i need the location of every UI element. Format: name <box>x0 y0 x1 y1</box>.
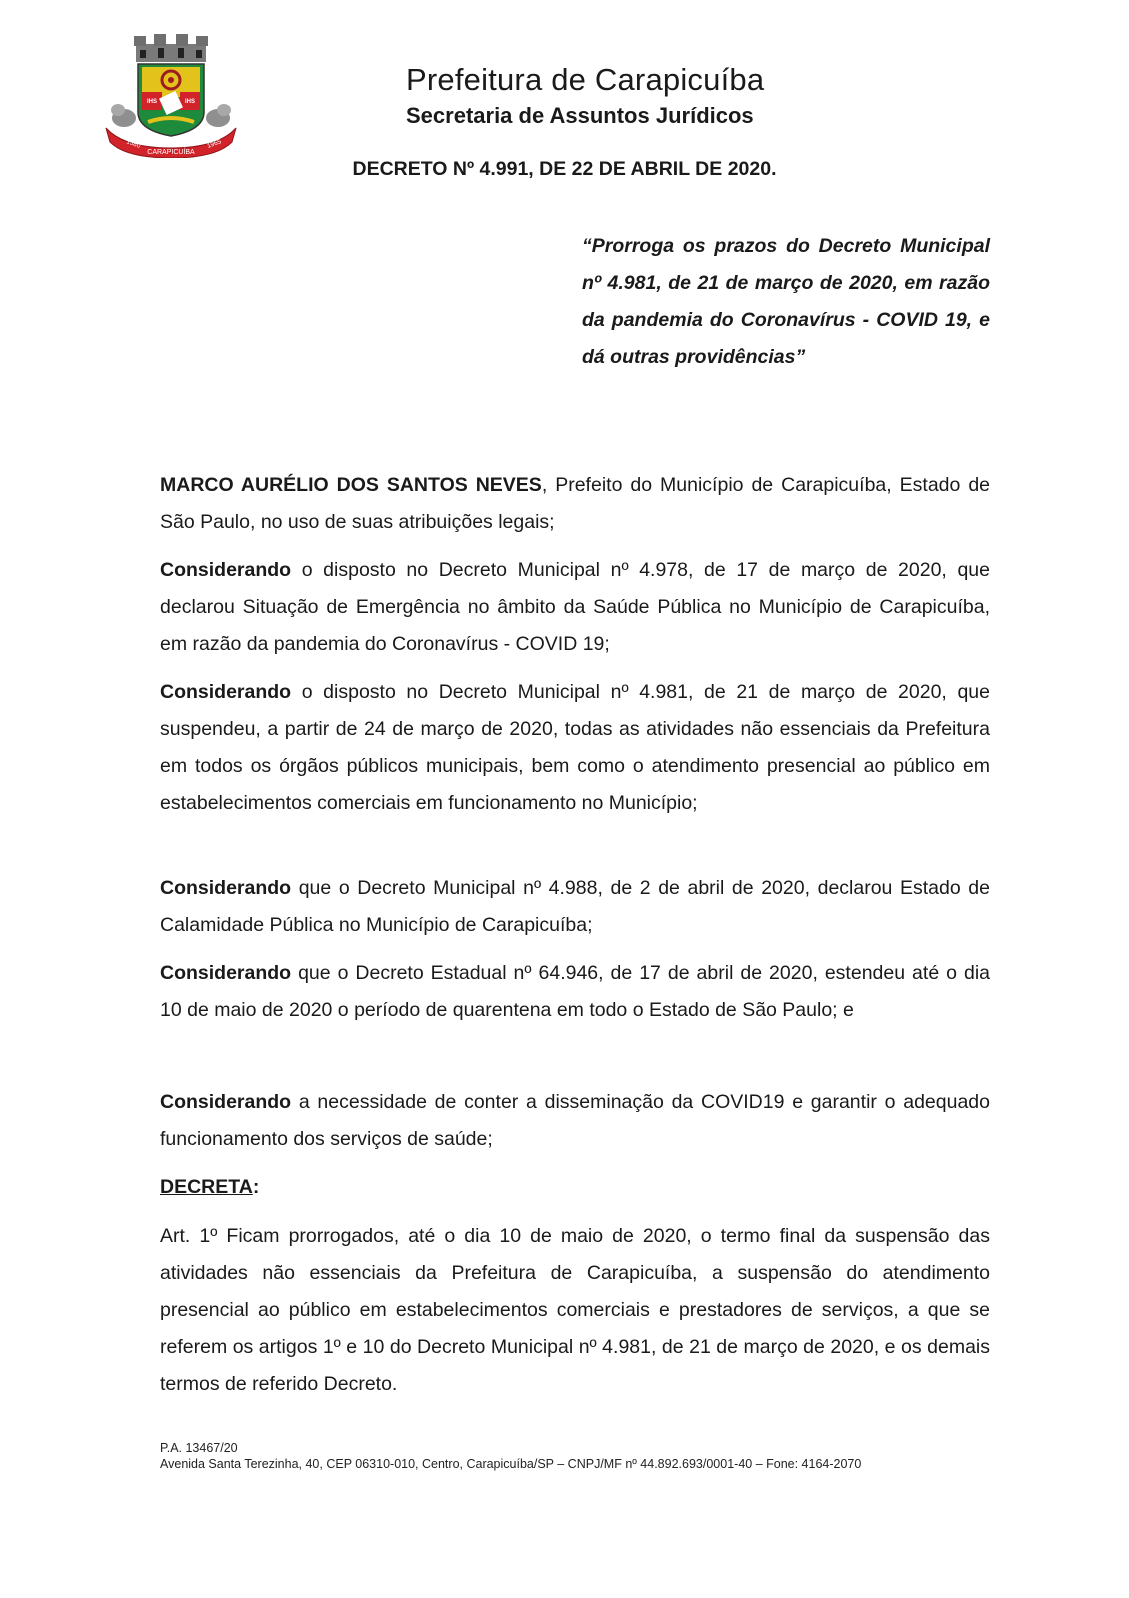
svg-text:IHS: IHS <box>184 99 196 105</box>
considerando-label: Considerando <box>160 559 292 581</box>
footer-address: Avenida Santa Terezinha, 40, CEP 06310-010, Centro, Carapicuíba/SP – CNPJ/MF nº 44.892.693/0001-40 – Fone: 4164-2070 <box>160 1457 862 1471</box>
considerando-paragraph <box>160 674 990 822</box>
page-header-subtitle: Secretaria de Assuntos Jurídicos <box>406 103 754 128</box>
considerando-label: Considerando <box>160 962 292 984</box>
article-1-paragraph <box>160 1218 990 1403</box>
intro-text: , Prefeito do Município de Carapicuíba, Estado de São Paulo, no uso de suas atribuições legais; <box>160 474 991 533</box>
article-1-text: Art. 1º Ficam prorrogados, até o dia 10 de maio de 2020, o termo final da suspensão das atividades não essenciais da Prefeitura de Carapicuíba, a suspensão do atendimento presencial ao público em estabelecimentos comerciais e prestadores de serviços, a que se referem os artigos 1º e 10 do Decreto Municipal nº 4.981, de 21 de março de 2020, e os demais termos de referido Decreto. <box>160 1225 990 1395</box>
svg-text:1580: 1580 <box>125 138 142 150</box>
considerando-text: que o Decreto Municipal nº 4.988, de 2 de abril de 2020, declarou Estado de Calamidade Pública no Município de Carapicuíba; <box>160 877 990 936</box>
considerando-label: Considerando <box>160 877 292 899</box>
considerando-paragraph <box>160 1084 990 1158</box>
considerando-label: Considerando <box>160 681 292 703</box>
considerando-text: que o Decreto Estadual nº 64.946, de 17 de abril de 2020, estendeu até o dia 10 de maio de 2020 o período de quarentena em todo o Estado de São Paulo; e <box>160 962 990 1021</box>
considerando-text: a necessidade de conter a disseminação da COVID19 e garantir o adequado funcionamento dos serviços de saúde; <box>160 1091 990 1150</box>
decree-title: DECRETO Nº 4.991, DE 22 DE ABRIL DE 2020. <box>352 158 777 180</box>
page-header-title: Prefeitura de Carapicuíba <box>406 62 765 97</box>
considerando-paragraph <box>160 552 990 663</box>
considerando-text: o disposto no Decreto Municipal nº 4.981, de 21 de março de 2020, que suspendeu, a partir de 24 de março de 2020, todas as atividades não essenciais da Prefeitura em todos os órgãos públicos municipais, bem como o atendimento presencial ao público em estabelecimentos comerciais em funcionamento no Município; <box>160 681 990 814</box>
intro-paragraph <box>160 467 990 541</box>
decreta-colon: : <box>252 1176 260 1198</box>
svg-text:CARAPICUÍBA: CARAPICUÍBA <box>147 149 195 156</box>
svg-text:1965: 1965 <box>206 138 223 150</box>
considerando-text: o disposto no Decreto Municipal nº 4.978, de 17 de março de 2020, que declarou Situação de Emergência no âmbito da Saúde Pública no Município de Carapicuíba, em razão da pandemia do Coronavírus - COVID 19; <box>160 559 990 655</box>
svg-text:IHS: IHS <box>146 99 158 105</box>
footer-process-number: P.A. 13467/20 <box>160 1441 238 1455</box>
municipal-coat-of-arms-icon <box>104 30 238 158</box>
decreta-heading <box>160 1169 990 1206</box>
considerando-paragraph <box>160 955 990 1029</box>
decreta-label: DECRETA <box>160 1176 253 1198</box>
considerando-paragraph <box>160 870 990 944</box>
decree-ementa: “Prorroga os prazos do Decreto Municipal nº 4.981, de 21 de março de 2020, em razão da pandemia do Coronavírus - COVID 19, e dá outras providências” <box>582 235 990 368</box>
considerando-label: Considerando <box>160 1091 292 1113</box>
mayor-name: MARCO AURÉLIO DOS SANTOS NEVES <box>160 474 542 496</box>
page-footer <box>160 1440 861 1472</box>
